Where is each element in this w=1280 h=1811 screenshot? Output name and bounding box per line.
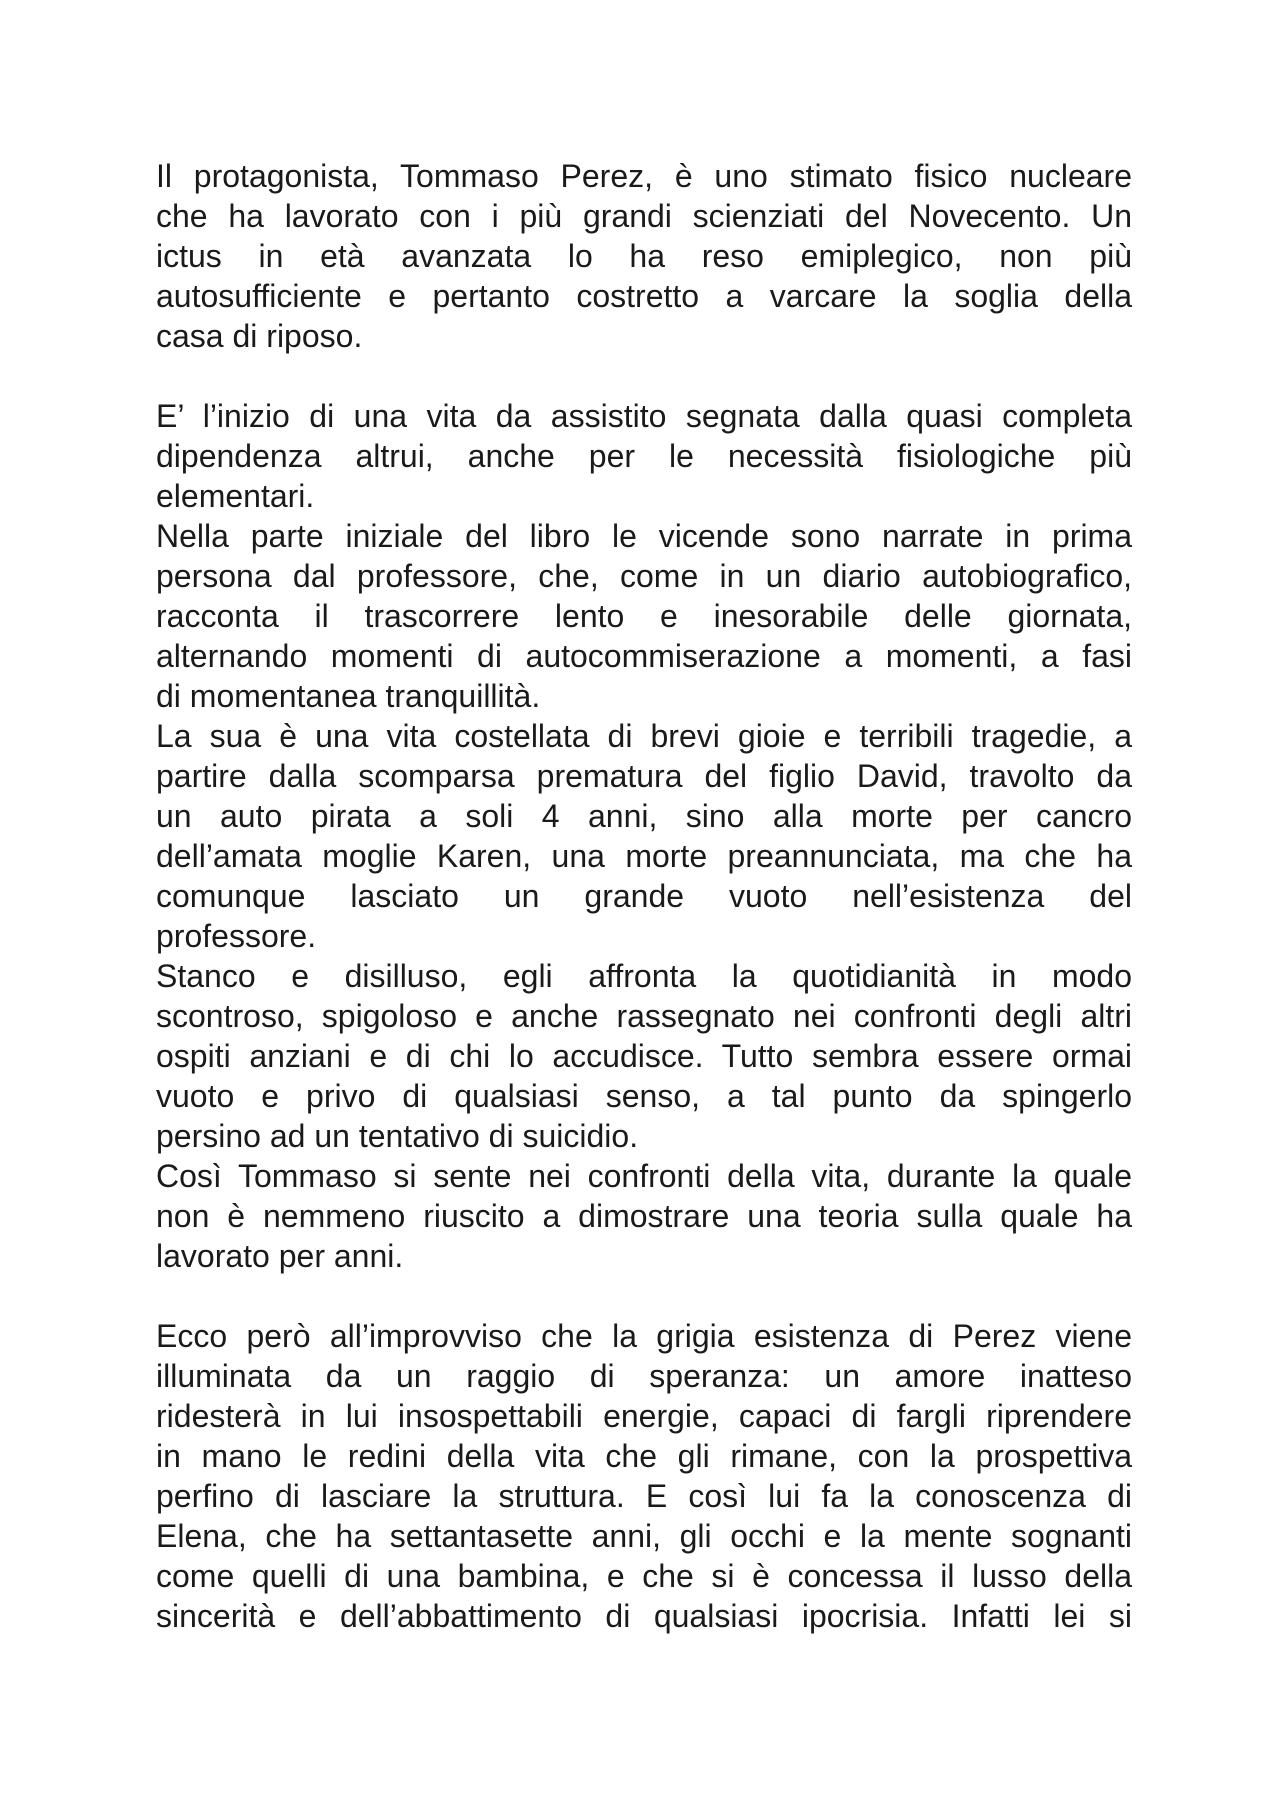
text-line: elementari. [156,478,315,514]
text-line: persona dal professore, che, come in un diario autobiografico, [156,558,1132,594]
text-line: ictus in età avanzata lo ha reso emiplegico, non più [156,238,1132,274]
text-line: alternando momenti di autocommiserazione a momenti, a fasi [156,638,1132,674]
text-line: autosufficiente e pertanto costretto a varcare la soglia della [156,278,1132,314]
text-line: racconta il trascorrere lento e inesorabile delle giornata, [156,598,1132,634]
text-line: illuminata da un raggio di speranza: un amore inatteso [156,1358,1132,1394]
text-line: Nella parte iniziale del libro le vicende sono narrate in prima [156,518,1132,554]
paragraph-7 [156,1316,1132,1636]
text-line: Così Tommaso si sente nei confronti della vita, durante la quale [156,1158,1132,1194]
text-line: ridesterà in lui insospettabili energie, capaci di fargli riprendere [156,1398,1132,1434]
text-line: lavorato per anni. [156,1238,404,1274]
paragraph-5 [156,956,1132,1156]
text-line: Stanco e disilluso, egli affronta la quotidianità in modo [156,958,1132,994]
paragraph-6 [156,1156,1132,1276]
text-line: E’ l’inizio di una vita da assistito segnata dalla quasi completa [156,398,1132,434]
text-line: La sua è una vita costellata di brevi gioie e terribili tragedie, a [156,718,1132,754]
text-line: Ecco però all’improvviso che la grigia esistenza di Perez viene [156,1318,1132,1354]
text-line: di momentanea tranquillità. [156,678,541,714]
text-line: casa di riposo. [156,318,363,354]
paragraph-3 [156,516,1132,716]
text-line: partire dalla scomparsa prematura del figlio David, travolto da [156,758,1132,794]
text-line: professore. [156,918,317,954]
document-page [156,156,1132,1636]
text-line: in mano le redini della vita che gli rimane, con la prospettiva [156,1438,1132,1474]
text-line: Elena, che ha settantasette anni, gli occhi e la mente sognanti [156,1518,1132,1554]
text-line: perfino di lasciare la struttura. E così lui fa la conoscenza di [156,1478,1132,1514]
text-line: dipendenza altrui, anche per le necessità fisiologiche più [156,438,1132,474]
text-line: vuoto e privo di qualsiasi senso, a tal punto da spingerlo [156,1078,1132,1114]
text-line: dell’amata moglie Karen, una morte preannunciata, ma che ha [156,838,1132,874]
paragraph-1 [156,156,1132,356]
text-line: non è nemmeno riuscito a dimostrare una teoria sulla quale ha [156,1198,1132,1234]
text-line: come quelli di una bambina, e che si è concessa il lusso della [156,1558,1132,1594]
text-line: che ha lavorato con i più grandi scienziati del Novecento. Un [156,198,1132,234]
text-line: comunque lasciato un grande vuoto nell’esistenza del [156,878,1132,914]
paragraph-2 [156,396,1132,516]
text-line: persino ad un tentativo di suicidio. [156,1118,639,1154]
text-line: un auto pirata a soli 4 anni, sino alla morte per cancro [156,798,1132,834]
text-line: scontroso, spigoloso e anche rassegnato nei confronti degli altri [156,998,1132,1034]
text-line: sincerità e dell’abbattimento di qualsiasi ipocrisia. Infatti lei si [156,1598,1132,1634]
paragraph-4 [156,716,1132,956]
text-line: ospiti anziani e di chi lo accudisce. Tutto sembra essere ormai [156,1038,1132,1074]
text-line: Il protagonista, Tommaso Perez, è uno stimato fisico nucleare [156,158,1132,194]
